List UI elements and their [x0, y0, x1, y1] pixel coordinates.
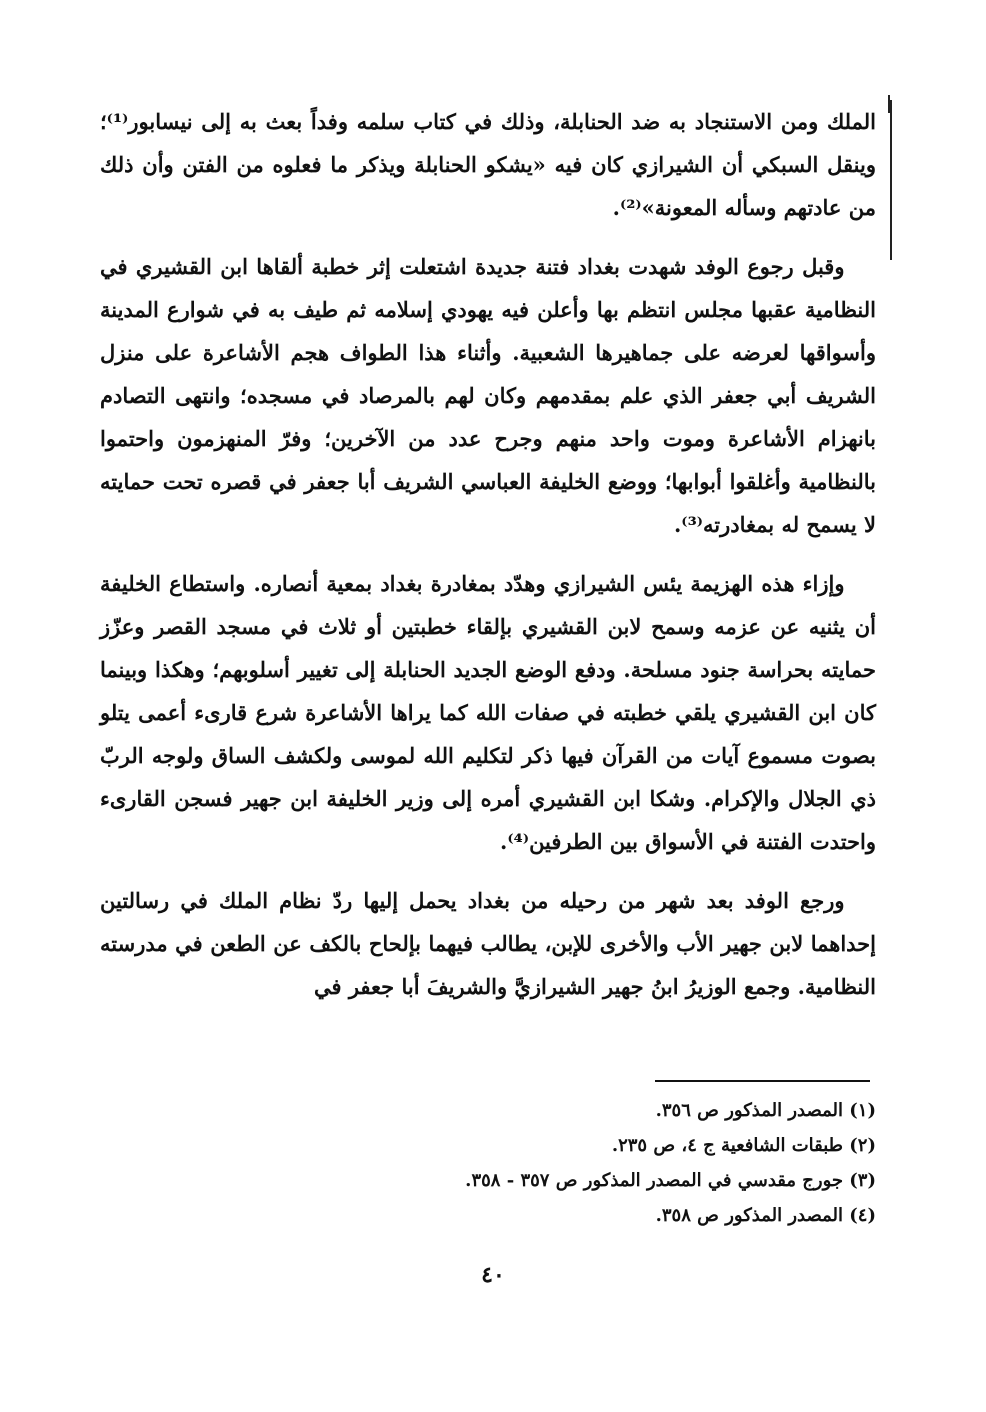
- footnote-divider: [655, 1080, 870, 1082]
- footnote-4: (٤) المصدر المذكور ص ٣٥٨.: [655, 1205, 876, 1226]
- paragraph-1: الملك ومن الاستنجاد به ضد الحنابلة، وذلك في كتاب سلمه وفداً بعث به إلى نيسابور⁽¹⁾؛ وينقل السبكي أن الشيرازي كان فيه «يشكو الحنابلة ويذكر ما فعلوه من الفتن وأن ذلك من عادتهم وسأله المعونة»⁽²⁾.: [100, 109, 876, 220]
- body-text: [100, 100, 876, 1024]
- page-number: ٤٠: [481, 1262, 505, 1288]
- paragraph-3: وإزاء هذه الهزيمة يئس الشيرازي وهدّد بمغادرة بغداد بمعية أنصاره. واستطاع الخليفة أن يثنيه عن عزمه وسمح لابن القشيري بإلقاء خطبتين أو ثلاث في مسجد القصر وعزّز حمايته بحراسة جنود مسلحة. ودفع الوضع الجديد الحنابلة إلى تغيير أسلوبهم؛ وهكذا وبينما كان ابن القشيري يلقي خطبته في صفات الله كما يراها الأشاعرة شرع قارىء أعمى يتلو بصوت مسموع آيات من القرآن فيها ذكر لتكليم الله لموسى ولكشف الساق ولوجه الربّ ذي الجلال والإكرام. وشكا ابن القشيري أمره إلى وزير الخليفة ابن جهير فسجن القارىء واحتدت الفتنة في الأسواق بين الطرفين⁽⁴⁾.: [100, 571, 876, 854]
- footnotes: [100, 1093, 876, 1233]
- footnote-2: (٢) طبقات الشافعية ج ٤، ص ٢٣٥.: [611, 1135, 876, 1156]
- footnote-3: (٣) جورج مقدسي في المصدر المذكور ص ٣٥٧ - ٣٥٨.: [465, 1170, 876, 1191]
- margin-mark-line: [890, 100, 892, 260]
- footnote-1: (١) المصدر المذكور ص ٣٥٦.: [655, 1100, 876, 1121]
- paragraph-2: وقبل رجوع الوفد شهدت بغداد فتنة جديدة اشتعلت إثر خطبة ألقاها ابن القشيري في النظامية عقبها مجلس انتظم بها وأعلن فيه يهودي إسلامه ثم طيف به في شوارع المدينة وأسواقها لعرضه على جماهيرها الشعبية. وأثناء هذا الطواف هجم الأشاعرة على منزل الشريف أبي جعفر الذي علم بمقدمهم وكان لهم بالمرصاد في مسجده؛ وانتهى التصادم بانهزام الأشاعرة وموت واحد منهم وجرح عدد من الآخرين؛ وفرّ المنهزمون واحتموا بالنظامية وأغلقوا أبوابها؛ ووضع الخليفة العباسي الشريف أبا جعفر في قصره تحت حمايته لا يسمح له بمغادرته⁽³⁾.: [100, 254, 876, 537]
- paragraph-4: ورجع الوفد بعد شهر من رحيله من بغداد يحمل إليها ردّ نظام الملك في رسالتين إحداهما لابن جهير الأب والأخرى للإبن، يطالب فيهما بإلحاح بالكف عن الطعن في مدرسته النظامية. وجمع الوزيرُ ابنُ جهير الشيرازيَّ والشريفَ أبا جعفر في: [100, 888, 876, 999]
